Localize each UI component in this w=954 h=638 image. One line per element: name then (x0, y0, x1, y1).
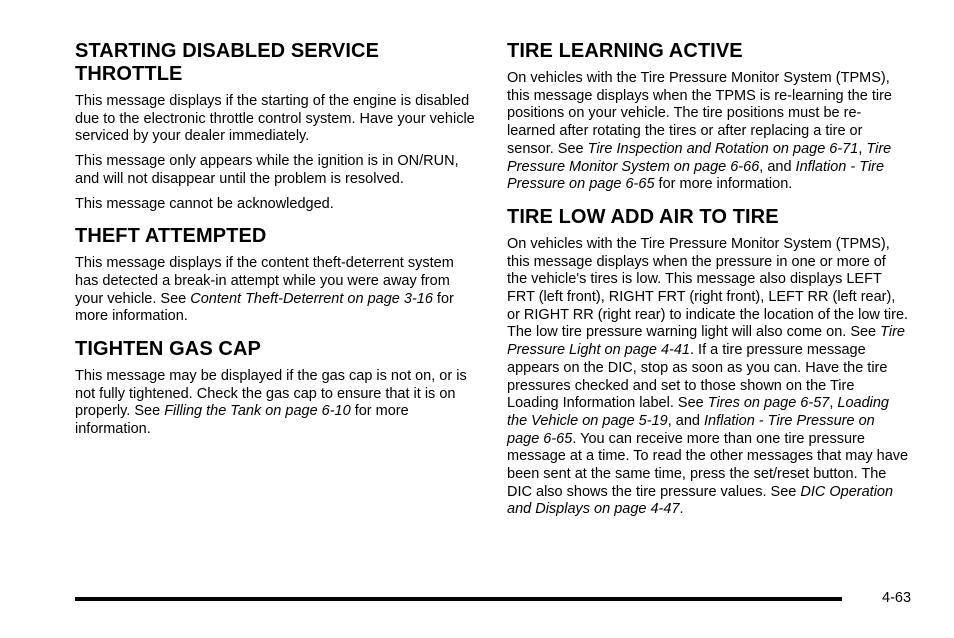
cross-reference-link[interactable]: Tire Pressure Monitor System on page 6-66 (507, 140, 892, 175)
cross-reference-link[interactable]: DIC Operation and Displays on page 4-47 (507, 483, 894, 518)
section-starting-disabled (75, 40, 475, 213)
body-text: for more information. (75, 403, 409, 438)
body-paragraph (507, 70, 909, 194)
body-text: On vehicles with the Tire Pressure Monitor System (TPMS), this message displays when the TPMS is re-learning the tire positions on your vehicle. The tire positions must be re-learned after rotating the tires or after replacing a tire or sensor. See (507, 70, 892, 157)
body-paragraph (507, 236, 909, 519)
body-text: . (679, 501, 684, 518)
right-column (507, 40, 909, 531)
body-text: , (858, 140, 867, 157)
body-text: , and (667, 412, 704, 429)
cross-reference-link[interactable]: Inflation - Tire Pressure on page 6-65 (507, 158, 885, 193)
body-text: for more information. (75, 290, 454, 325)
section-tire-learning-active (507, 40, 909, 194)
page-number: 4-63 (882, 590, 912, 606)
body-text: for more information. (654, 176, 793, 193)
section-heading: TIRE LOW ADD AIR TO TIRE (507, 205, 779, 228)
body-text: . If a tire pressure message appears on the DIC, stop as soon as you can. Have the tire pressures checked and set to those shown on the Tire Loading Information label. See (507, 342, 888, 412)
body-paragraph (75, 368, 475, 439)
section-heading: TIRE LEARNING ACTIVE (507, 40, 743, 62)
body-paragraph (75, 255, 475, 326)
cross-reference-link[interactable]: Tire Inspection and Rotation on page 6-71 (587, 140, 859, 157)
cross-reference-link[interactable]: Filling the Tank on page 6-10 (164, 403, 351, 420)
section-heading: STARTING DISABLED SERVICE THROTTLE (75, 40, 380, 85)
body-paragraph: This message only appears while the ignition is in ON/RUN, and will not disappear until the problem is resolved. (75, 153, 459, 187)
cross-reference-link[interactable]: Inflation - Tire Pressure on page 6-65 (507, 412, 875, 447)
left-column (75, 40, 475, 451)
body-text: This message displays if the content theft-deterrent system has detected a break-in attempt while you were away from your vehicle. See (75, 255, 454, 307)
body-paragraph: This message displays if the starting of the engine is disabled due to the electronic throttle control system. Have your vehicle serviced by your dealer immediately. (75, 93, 475, 145)
body-paragraph: This message cannot be acknowledged. (75, 195, 334, 212)
body-text: This message may be displayed if the gas cap is not on, or is not fully tightened. Check the gas cap to ensure that it is on properly. See (75, 368, 467, 420)
body-text: . You can receive more than one tire pressure message at a time. To read the other messages that may have been sent at the same time, press the set/reset button. The DIC also shows the tire pressure values. See (507, 430, 909, 500)
section-heading: TIGHTEN GAS CAP (75, 338, 261, 361)
body-text: , and (759, 158, 796, 175)
section-tire-low-add-air (507, 206, 909, 519)
body-text: , (829, 395, 838, 412)
cross-reference-link[interactable]: Tire Pressure Light on page 4-41 (507, 324, 906, 359)
body-text: On vehicles with the Tire Pressure Monitor System (TPMS), this message displays when the pressure in one or more of the vehicle's tires is low. This message also displays LEFT FRT (left front), RIGHT FRT (right front), LEFT RR (left rear), or RIGHT RR (right rear) to indicate the location of the low tire. The low tire pressure warning light will also come on. See (507, 235, 909, 341)
cross-reference-link[interactable]: Loading the Vehicle on page 5-19 (507, 395, 889, 429)
section-heading: THEFT ATTEMPTED (75, 225, 267, 248)
cross-reference-link[interactable]: Tires on page 6-57 (707, 395, 830, 412)
footer-rule (75, 597, 842, 601)
section-tighten-gas-cap (75, 338, 475, 439)
section-theft-attempted (75, 225, 475, 326)
cross-reference-link[interactable]: Content Theft-Deterrent on page 3-16 (190, 290, 433, 307)
